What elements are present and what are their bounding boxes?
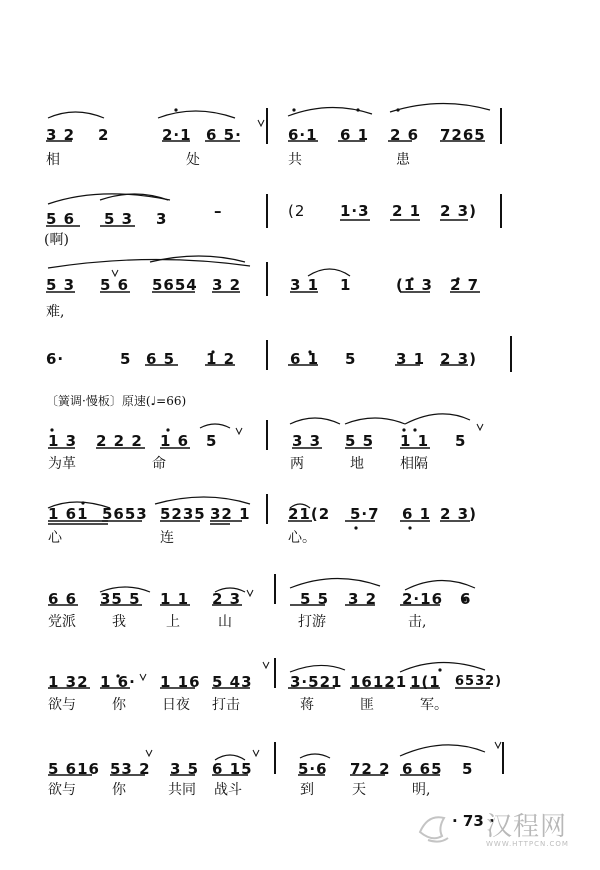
row9-lyric-7: 明, — [412, 782, 431, 798]
tempo-marking: 〔簧调·慢板〕原速(♩=66) — [46, 394, 187, 408]
row6-note-1: 1 61 — [48, 505, 89, 523]
row7-note-1: 6 6 — [48, 590, 78, 608]
row4-note-6: 5 — [345, 350, 357, 368]
row2-note-6: 1·3 — [340, 202, 370, 220]
row8-note-6: 16121 — [350, 673, 408, 691]
row4-note-5: 6 1 — [290, 350, 320, 368]
row9-note-1: 5 616 — [48, 760, 100, 778]
row3-note-3: 5654 — [152, 276, 198, 294]
row8-lyric-6: 匪 — [360, 697, 374, 713]
row6-note-2: 5653 — [102, 505, 148, 523]
row4-note-1: 6· — [46, 350, 65, 368]
row9-note-7: 6 65 — [402, 760, 443, 778]
row7-lyric-6: 击, — [408, 614, 427, 630]
row4-note-4: 1 2 — [206, 350, 236, 368]
row2-note-7: 2 1 — [392, 202, 422, 220]
row9-lyric-4: 战斗 — [214, 782, 242, 798]
row5-lyric-1: 为革 — [48, 456, 76, 472]
row8-note-1: 1 32 — [48, 673, 89, 691]
row1-note-2: 2 — [98, 126, 110, 144]
row8-note-3: 1 16 — [160, 673, 201, 691]
row2-note-5: (2 — [288, 202, 306, 220]
row5-lyric-5: 相隔 — [400, 456, 428, 472]
row6-note-6: 5·7 — [350, 505, 380, 523]
row5-lyric-3: 两 — [290, 456, 304, 472]
row8-note-5: 3·521 — [290, 673, 343, 691]
row1-note-3: 2·1 — [162, 126, 192, 144]
row8-lyric-1: 欲与 — [48, 697, 76, 713]
row7-note-6: 3 2 — [348, 590, 378, 608]
row7-note-8: 6 — [460, 590, 472, 608]
row9-note-6: 72 2 — [350, 760, 391, 778]
page-number: · 73 · — [452, 812, 495, 830]
row9-note-3: 3 5 — [170, 760, 200, 778]
row4-note-2: 5 — [120, 350, 132, 368]
row9-lyric-1: 欲与 — [48, 782, 76, 798]
row7-note-3: 1 1 — [160, 590, 190, 608]
row2-note-2: 5 3 — [104, 210, 134, 228]
row1-note-1: 3 2 — [46, 126, 76, 144]
row3-lyric-1: 难, — [46, 304, 65, 320]
row3-note-8: 2 7 — [450, 276, 480, 294]
row5-note-8: 5 — [455, 432, 467, 450]
row8-lyric-5: 蒋 — [300, 697, 314, 713]
row4-note-8: 2 3) — [440, 350, 477, 368]
row4-note-7: 3 1 — [396, 350, 426, 368]
row1-lyric-3: 共 — [288, 152, 302, 168]
row5-lyric-2: 命 — [152, 456, 166, 472]
row7-lyric-3: 上 — [166, 614, 180, 630]
row3-note-1: 5 3 — [46, 276, 76, 294]
row1-note-6: 6 1 — [340, 126, 370, 144]
row1-lyric-2: 处 — [186, 152, 200, 168]
row3-note-4: 3 2 — [212, 276, 242, 294]
row6-lyric-3: 心。 — [288, 530, 316, 546]
row6-lyric-1: 心 — [48, 530, 62, 546]
row1-lyric-1: 相 — [46, 152, 60, 168]
row5-note-6: 5 5 — [345, 432, 375, 450]
row7-lyric-1: 党派 — [48, 614, 76, 630]
row2-note-3: 3 — [156, 210, 168, 228]
row7-note-4: 2 3 — [212, 590, 242, 608]
row9-note-2: 53 2 — [110, 760, 151, 778]
row1-note-5: 6·1 — [288, 126, 318, 144]
row6-note-4: 32 1 — [210, 505, 251, 523]
watermark-url: WWW.HTTPCN.COM — [486, 840, 569, 848]
row9-note-5: 5·6 — [298, 760, 328, 778]
row9-lyric-6: 天 — [352, 782, 366, 798]
row5-note-1: 1 3 — [48, 432, 78, 450]
row6-note-7: 6 1 — [402, 505, 432, 523]
row8-lyric-4: 打击 — [212, 697, 240, 713]
row6-note-3: 5235 — [160, 505, 206, 523]
row3-note-5: 3 1 — [290, 276, 320, 294]
row9-lyric-2: 你 — [112, 782, 126, 798]
row2-lyric-1: (啊) — [44, 232, 69, 248]
row1-note-4: 6 5· — [206, 126, 242, 144]
row5-note-7: 1 1 — [400, 432, 430, 450]
row3-note-6: 1 — [340, 276, 352, 294]
row7-note-7: 2·16 — [402, 590, 444, 608]
row4-note-3: 6 5 — [146, 350, 176, 368]
row8-note-4: 5 43 — [212, 673, 253, 691]
row7-note-2: 35 5 — [100, 590, 141, 608]
row2-note-8: 2 3) — [440, 202, 477, 220]
row7-note-5: 5 5 — [300, 590, 330, 608]
row8-note-7: 1(1 — [410, 673, 441, 691]
row7-lyric-4: 山 — [218, 614, 232, 630]
row5-note-4: 5 — [206, 432, 218, 450]
row6-note-8: 2 3) — [440, 505, 477, 523]
row6-note-5: 21(2 — [288, 505, 331, 523]
row8-lyric-3: 日夜 — [162, 697, 190, 713]
row6-lyric-2: 连 — [160, 530, 174, 546]
row9-note-8: 5 — [462, 760, 474, 778]
row5-note-2: 2 2 2 — [96, 432, 143, 450]
row8-lyric-2: 你 — [112, 697, 126, 713]
row8-note-8: 6532) — [455, 674, 503, 689]
row2-note-1: 5 6 — [46, 210, 76, 228]
row7-lyric-5: 打游 — [298, 614, 326, 630]
row9-lyric-5: 到 — [300, 782, 314, 798]
row7-lyric-2: 我 — [112, 614, 126, 630]
row8-note-2: 1 6· — [100, 673, 136, 691]
row2-note-4: – — [214, 202, 223, 220]
row3-note-7: (1 3 — [396, 276, 433, 294]
row3-note-2: 5 6 — [100, 276, 130, 294]
watermark-text: 汉程网 — [486, 812, 568, 842]
row5-lyric-4: 地 — [350, 456, 364, 472]
row9-lyric-3: 共同 — [168, 782, 196, 798]
row1-note-7: 2 6 — [390, 126, 420, 144]
row1-note-8: 7265 — [440, 126, 486, 144]
row5-note-3: 1 6 — [160, 432, 190, 450]
row5-note-5: 3 3 — [292, 432, 322, 450]
row1-lyric-4: 患 — [396, 152, 410, 168]
row8-lyric-7: 军。 — [420, 697, 448, 713]
row9-note-4: 6 15 — [212, 760, 253, 778]
